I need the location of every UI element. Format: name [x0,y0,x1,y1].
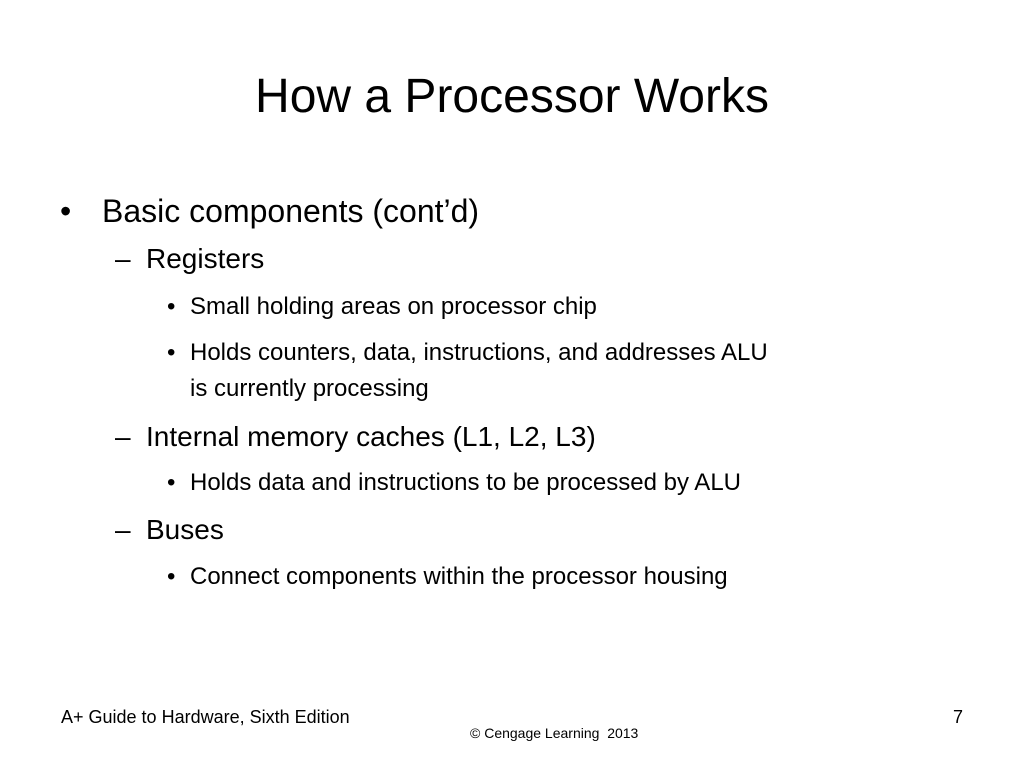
bullet-marker: • [167,293,176,320]
slide-title: How a Processor Works [255,70,769,123]
point-text: Connect components within the processor housing [190,563,728,590]
footer-book-title: A+ Guide to Hardware, Sixth Edition [61,707,350,727]
point-text: Small holding areas on processor chip [190,293,597,320]
dash-marker: – [115,243,131,274]
bullet-marker: • [60,193,72,229]
subitem-text: Internal memory caches (L1, L2, L3) [146,421,596,452]
point-text: Holds data and instructions to be processed by ALU [190,469,741,496]
subitem-text: Registers [146,243,265,274]
subitem-text: Buses [146,514,224,545]
copyright-notice: © Cengage Learning 2013 [470,725,639,741]
point-text: Holds counters, data, instructions, and addresses ALU [190,339,768,366]
bullet-text: Basic components (cont’d) [102,193,480,229]
bullet-marker: • [167,469,176,496]
dash-marker: – [115,514,131,545]
point-text-continued: is currently processing [190,375,429,402]
bullet-marker: • [167,339,176,366]
bullet-marker: • [167,563,176,590]
dash-marker: – [115,421,131,452]
page-number: 7 [952,707,963,727]
